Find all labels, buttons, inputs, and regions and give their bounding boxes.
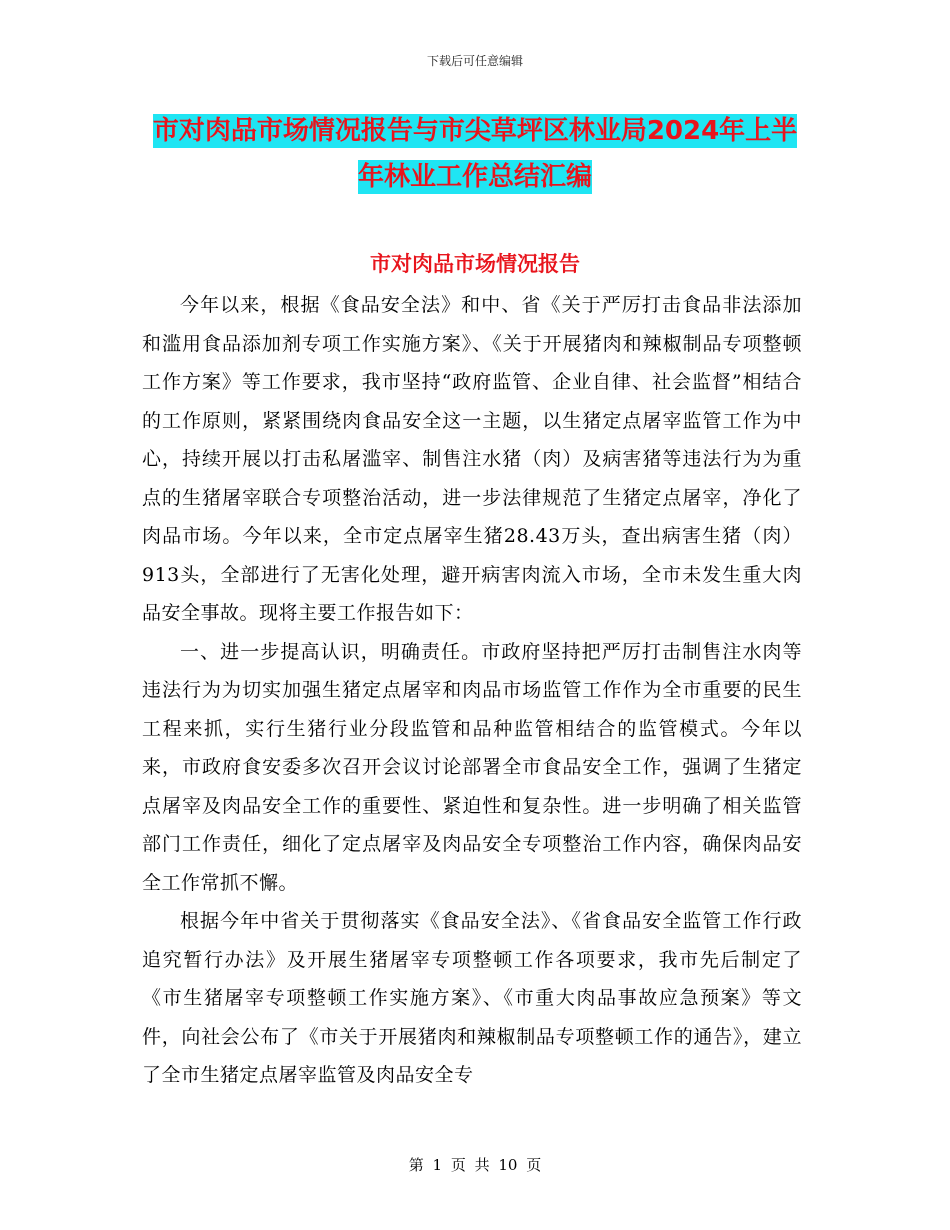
document-title	[140, 108, 810, 200]
header-note: 下载后可任意编辑	[426, 54, 523, 68]
section-title: 市对肉品市场情况报告	[370, 252, 580, 276]
paragraph: 今年以来，根据《食品安全法》和中、省《关于严厉打击食品非法添加和滥用食品添加剂专项工作实施方案》、《关于开展猪肉和辣椒制品专项整顿工作方案》等工作要求，我市坚持“政府监管、企业自律、社会监督”相结合的工作原则，紧紧围绕肉食品安全这一主题，以生猪定点屠宰监管工作为中心，持续开展以打击私屠滥宰、制售注水猪（肉）及病害猪等违法行为为重点的生猪屠宰联合专项整治活动，进一步法律规范了生猪定点屠宰，净化了肉品市场。今年以来，全市定点屠宰生猪28.43万头，查出病害生猪（肉）913头，全部进行了无害化处理，避开病害肉流入市场，全市未发生重大肉品安全事故。现将主要工作报告如下：	[142, 294, 802, 624]
paragraph: 一、进一步提高认识，明确责任。市政府坚持把严厉打击制售注水肉等违法行为为切实加强生猪定点屠宰和肉品市场监管工作作为全市重要的民生工程来抓，实行生猪行业分段监管和品种监管相结合的监管模式。今年以来，市政府食安委多次召开会议讨论部署全市食品安全工作，强调了生猪定点屠宰及肉品安全工作的重要性、紧迫性和复杂性。进一步明确了相关监管部门工作责任，细化了定点屠宰及肉品安全专项整治工作内容，确保肉品安全工作常抓不懈。	[142, 640, 802, 894]
document-title-text: 市对肉品市场情况报告与市尖草坪区林业局2024年上半年林业工作总结汇编	[152, 116, 798, 192]
page-number: 第 1 页 共 10 页	[408, 1156, 542, 1174]
paragraph: 根据今年中省关于贯彻落实《食品安全法》、《省食品安全监管工作行政追究暂行办法》及开展生猪屠宰专项整顿工作各项要求，我市先后制定了《市生猪屠宰专项整顿工作实施方案》、《市重大肉品事故应急预案》等文件，向社会公布了《市关于开展猪肉和辣椒制品专项整顿工作的通告》，建立了全市生猪定点屠宰监管及肉品安全专	[142, 910, 802, 1086]
document-body	[142, 286, 802, 1095]
